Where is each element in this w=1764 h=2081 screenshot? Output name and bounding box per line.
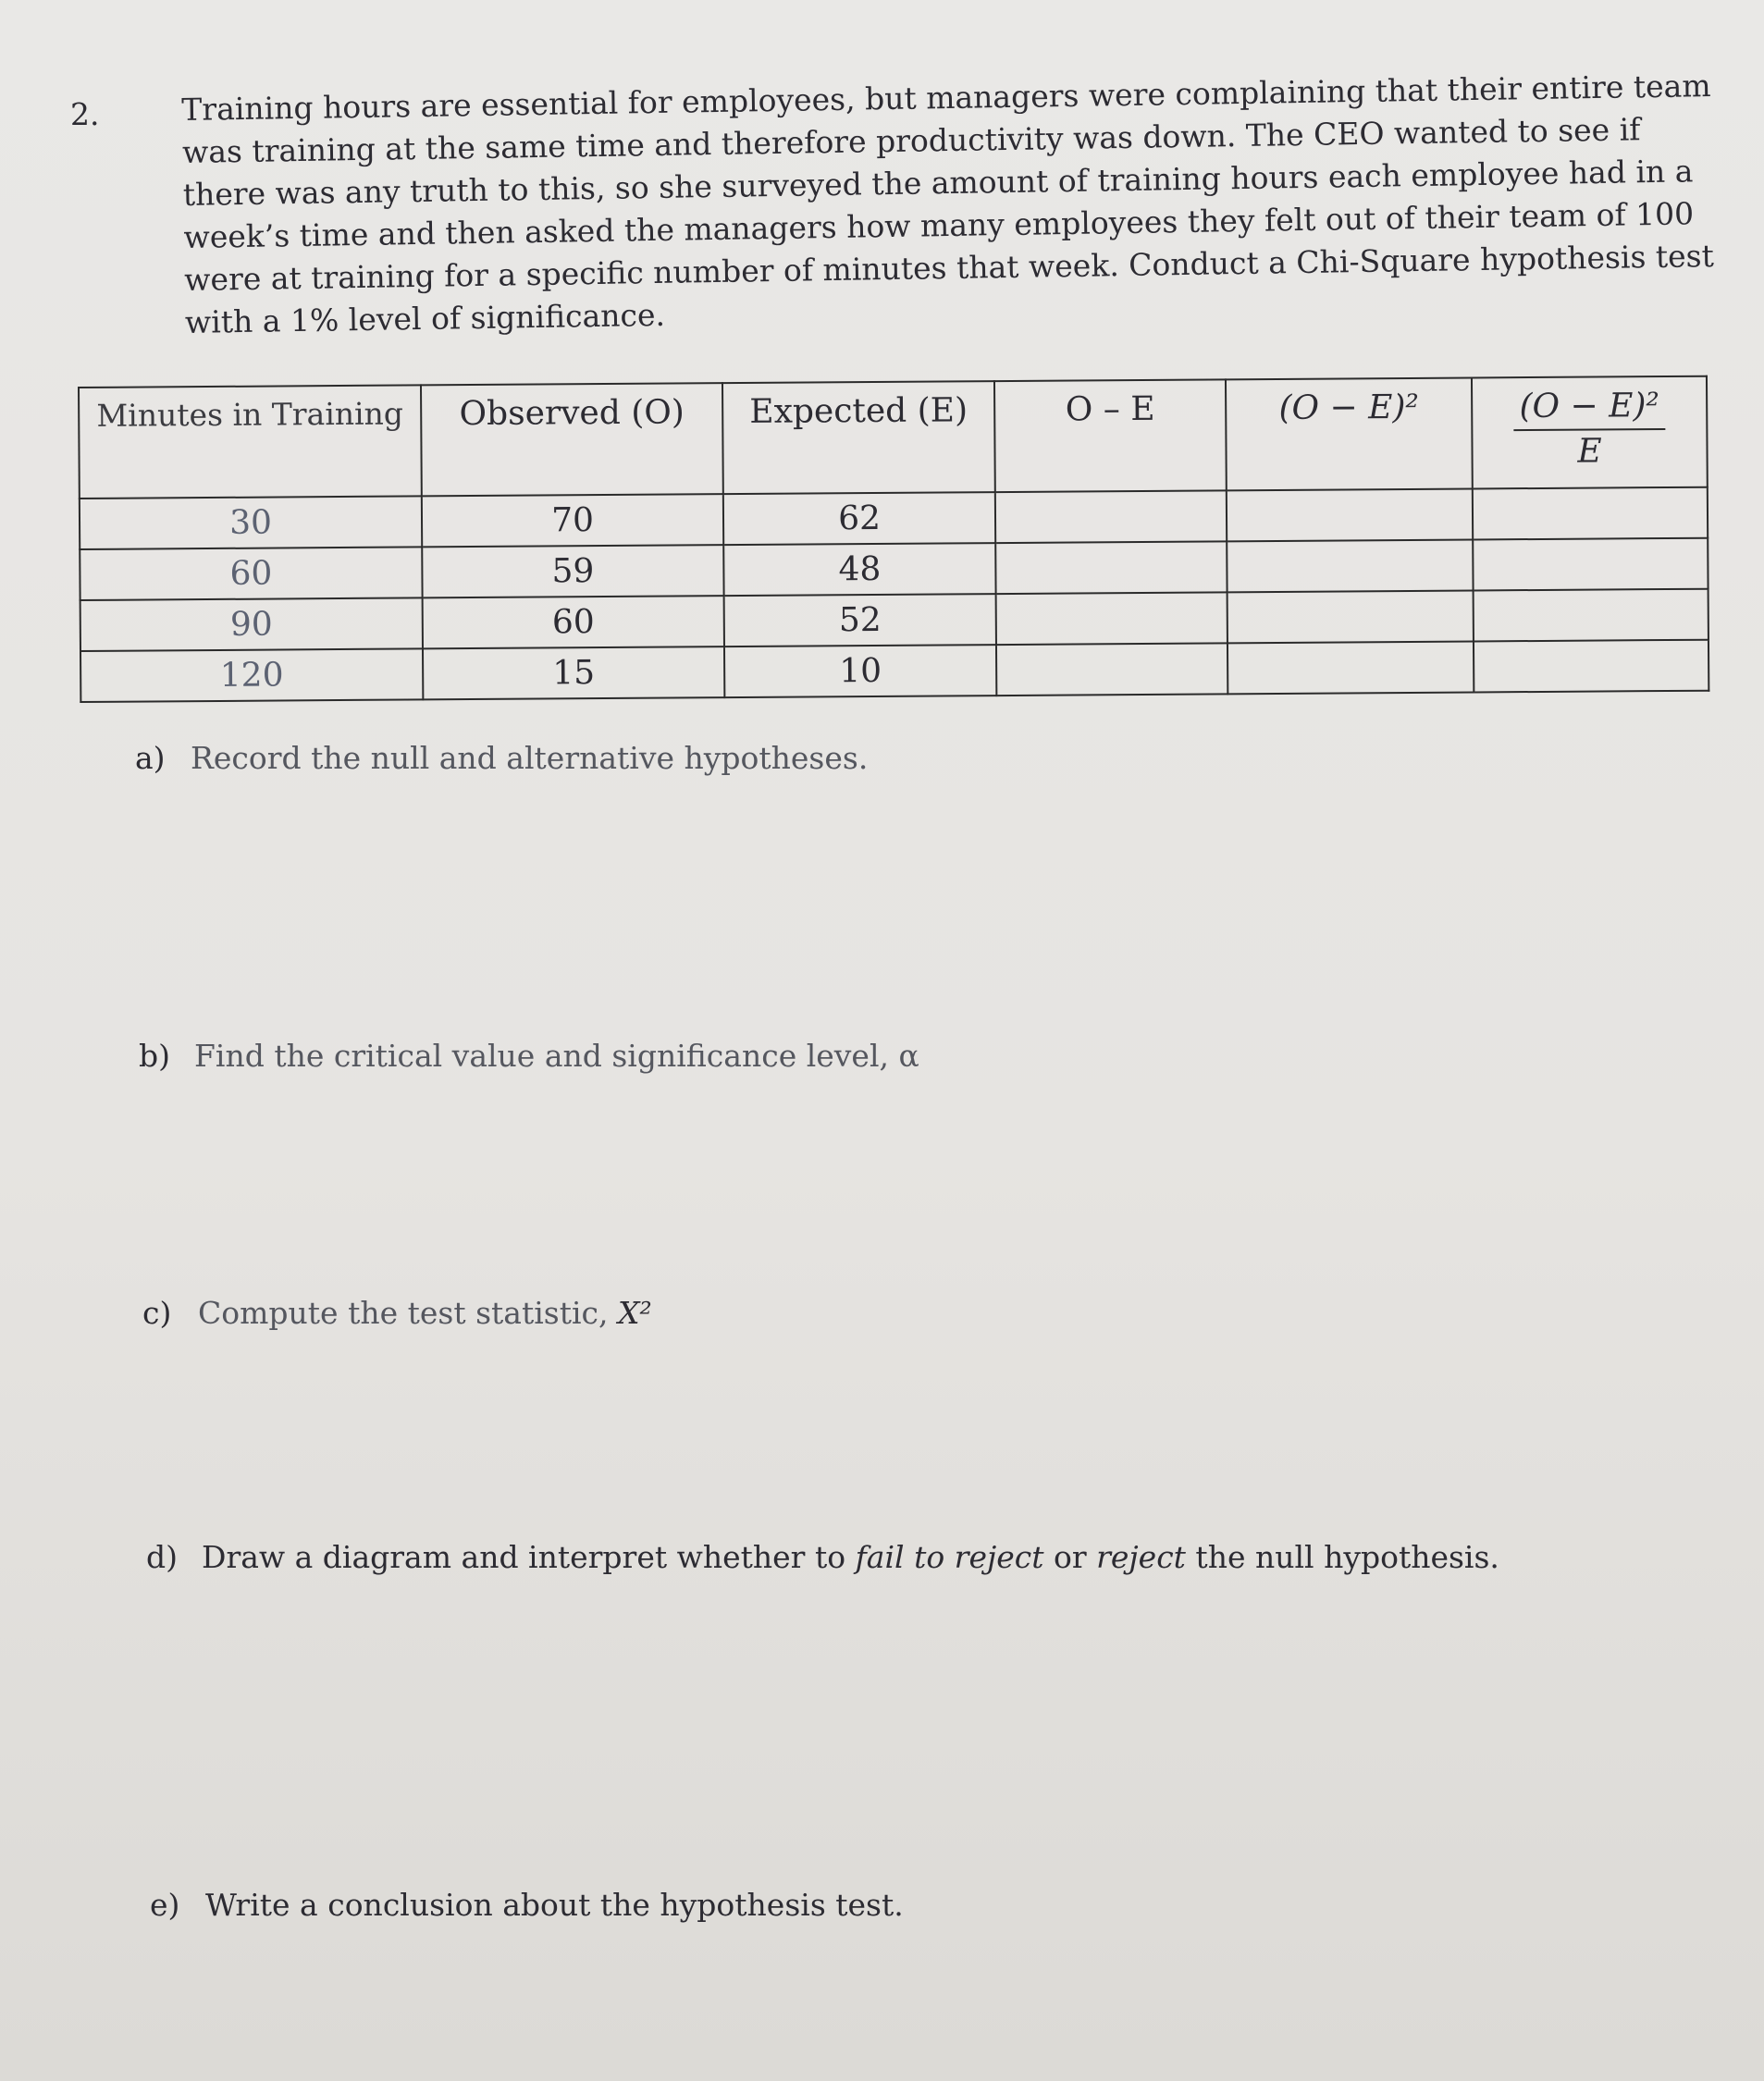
cell-o-minus-e-squared[interactable]	[1227, 590, 1474, 643]
cell-expected: 62	[723, 492, 995, 545]
cell-expected: 52	[724, 594, 996, 646]
part-d-letter: d)	[146, 1539, 178, 1575]
cell-minutes: 30	[80, 496, 422, 549]
cell-o-minus-e-squared[interactable]	[1227, 641, 1474, 694]
part-e	[150, 1887, 904, 1923]
cell-minutes: 90	[80, 597, 423, 651]
header-o-minus-e: O – E	[994, 379, 1227, 492]
part-d-text-3: the null hypothesis.	[1185, 1539, 1499, 1575]
part-d-emphasis-1: fail to reject	[855, 1539, 1044, 1575]
prompt-line: with a 1% level of significance.	[184, 296, 666, 340]
cell-observed: 59	[422, 545, 723, 597]
part-b	[139, 1038, 919, 1074]
prompt-line: week’s time and then asked the managers how many employees they felt out of their team of 100	[183, 195, 1695, 255]
header-chi-component	[1472, 376, 1708, 489]
part-d	[146, 1539, 1499, 1575]
cell-observed: 15	[423, 646, 724, 699]
prompt-line: were at training for a specific number of minutes that week. Conduct a Chi-Square hypothesis test	[183, 238, 1715, 298]
cell-chi-component[interactable]	[1474, 589, 1708, 642]
header-observed: Observed (O)	[421, 383, 723, 496]
cell-o-minus-e[interactable]	[996, 592, 1227, 645]
header-o-minus-e-squared: (O − E)²	[1226, 377, 1473, 490]
cell-chi-component[interactable]	[1473, 487, 1708, 540]
header-expected: Expected (E)	[722, 381, 995, 494]
part-c-letter: c)	[142, 1295, 172, 1331]
table-row	[80, 640, 1708, 702]
cell-o-minus-e[interactable]	[995, 541, 1227, 594]
chi-fraction	[1513, 387, 1665, 471]
cell-o-minus-e[interactable]	[996, 643, 1227, 696]
test-statistic-symbol: X²	[617, 1295, 652, 1331]
cell-o-minus-e-squared[interactable]	[1227, 539, 1473, 592]
part-a	[135, 740, 868, 776]
chi-fraction-numerator: (O − E)²	[1513, 387, 1665, 431]
part-c-text: Compute the test statistic,	[198, 1295, 618, 1331]
part-c	[142, 1295, 652, 1331]
question-prompt	[181, 65, 1715, 344]
part-e-text: Write a conclusion about the hypothesis test.	[205, 1887, 904, 1923]
part-b-letter: b)	[139, 1038, 170, 1074]
cell-o-minus-e-squared[interactable]	[1227, 488, 1473, 541]
part-b-text: Find the critical value and significance level, α	[194, 1038, 919, 1074]
question-number: 2.	[70, 96, 100, 132]
cell-observed: 60	[423, 596, 724, 648]
prompt-line: there was any truth to this, so she surveyed the amount of training hours each employee had in a	[182, 153, 1694, 213]
table-header-row	[79, 376, 1708, 499]
part-d-text-2: or	[1043, 1539, 1097, 1575]
prompt-line: was training at the same time and therefore productivity was down. The CEO wanted to see if	[181, 111, 1641, 170]
cell-chi-component[interactable]	[1474, 640, 1708, 693]
prompt-line: Training hours are essential for employees, but managers were complaining that their entire team	[181, 68, 1711, 128]
chi-fraction-denominator: E	[1577, 432, 1602, 471]
header-minutes: Minutes in Training	[79, 385, 422, 499]
part-d-text-1: Draw a diagram and interpret whether to	[202, 1539, 856, 1575]
part-a-letter: a)	[135, 740, 166, 776]
cell-chi-component[interactable]	[1473, 538, 1708, 591]
chi-square-table	[78, 376, 1709, 703]
part-e-letter: e)	[150, 1887, 180, 1923]
cell-expected: 48	[723, 543, 995, 596]
part-d-emphasis-2: reject	[1096, 1539, 1186, 1575]
cell-minutes: 120	[80, 648, 423, 702]
cell-minutes: 60	[80, 547, 422, 600]
cell-expected: 10	[724, 645, 996, 697]
cell-observed: 70	[422, 494, 723, 547]
part-a-text: Record the null and alternative hypotheses.	[191, 740, 869, 776]
cell-o-minus-e[interactable]	[995, 490, 1227, 543]
